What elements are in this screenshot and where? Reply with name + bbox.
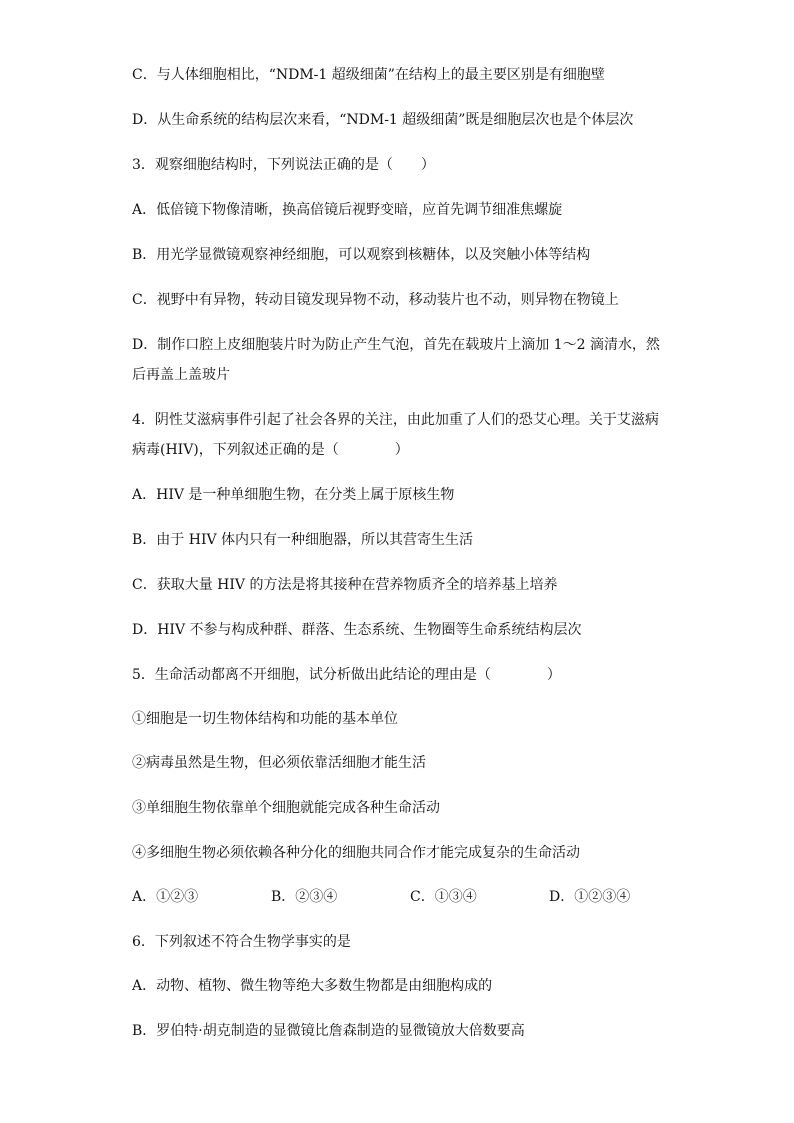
q5-option-a: A．①②③ <box>132 889 199 905</box>
q5-statement-4: ④多细胞生物必须依赖各种分化的细胞共同合作才能完成复杂的生命活动 <box>132 845 580 861</box>
q4-option-d: D．HIV 不参与构成种群、群落、生态系统、生物圈等生命系统结构层次 <box>132 622 582 638</box>
q5-options <box>132 887 672 907</box>
q4-option-a: A．HIV 是一种单细胞生物，在分类上属于原核生物 <box>132 487 455 503</box>
q3-option-c: C．视野中有异物，转动目镜发现异物不动，移动装片也不动，则异物在物镜上 <box>132 292 619 308</box>
q5-option-c: C．①③④ <box>410 889 477 905</box>
q4-option-c: C．获取大量 HIV 的方法是将其接种在营养物质齐全的培养基上培养 <box>132 577 558 593</box>
q5-statement-1: ①细胞是一切生物体结构和功能的基本单位 <box>132 711 398 727</box>
q5-option-d: D．①②③④ <box>549 889 631 905</box>
q3-option-b: B．用光学显微镜观察神经细胞，可以观察到核糖体，以及突触小体等结构 <box>132 247 591 263</box>
q3-option-d: D．制作口腔上皮细胞装片时为防止产生气泡，首先在载玻片上滴加 1～2 滴清水，然 <box>132 337 660 353</box>
q4-option-b: B．由于 HIV 体内只有一种细胞器，所以其营寄生生活 <box>132 532 474 548</box>
q5-statement-2: ②病毒虽然是生物，但必须依靠活细胞才能生活 <box>132 755 426 771</box>
q5-statement-3: ③单细胞生物依靠单个细胞就能完成各种生命活动 <box>132 800 440 816</box>
q3-option-a: A．低倍镜下物像清晰，换高倍镜后视野变暗，应首先调节细准焦螺旋 <box>132 202 563 218</box>
q2-option-c: C．与人体细胞相比，“NDM-1 超级细菌”在结构上的最主要区别是有细胞壁 <box>132 67 605 83</box>
q6-stem: 6．下列叙述不符合生物学事实的是 <box>132 934 351 950</box>
q2-option-d: D．从生命系统的结构层次来看，“NDM-1 超级细菌”既是细胞层次也是个体层次 <box>132 112 634 128</box>
q4-stem: 4．阴性艾滋病事件引起了社会各界的关注，由此加重了人们的恐艾心理。关于艾滋病 <box>132 412 659 428</box>
q3-option-d-cont: 后再盖上盖玻片 <box>132 367 230 383</box>
q4-stem-cont: 病毒(HIV)，下列叙述正确的是（ ） <box>132 442 409 458</box>
q5-option-b: B．②③④ <box>271 889 338 905</box>
q6-option-a: A．动物、植物、微生物等绝大多数生物都是由细胞构成的 <box>132 978 493 994</box>
q6-option-b: B．罗伯特·胡克制造的显微镜比詹森制造的显微镜放大倍数要高 <box>132 1023 525 1039</box>
q3-stem: 3．观察细胞结构时，下列说法正确的是（ ） <box>132 157 435 173</box>
q5-stem: 5．生命活动都离不开细胞，试分析做出此结论的理由是（ ） <box>132 667 561 683</box>
